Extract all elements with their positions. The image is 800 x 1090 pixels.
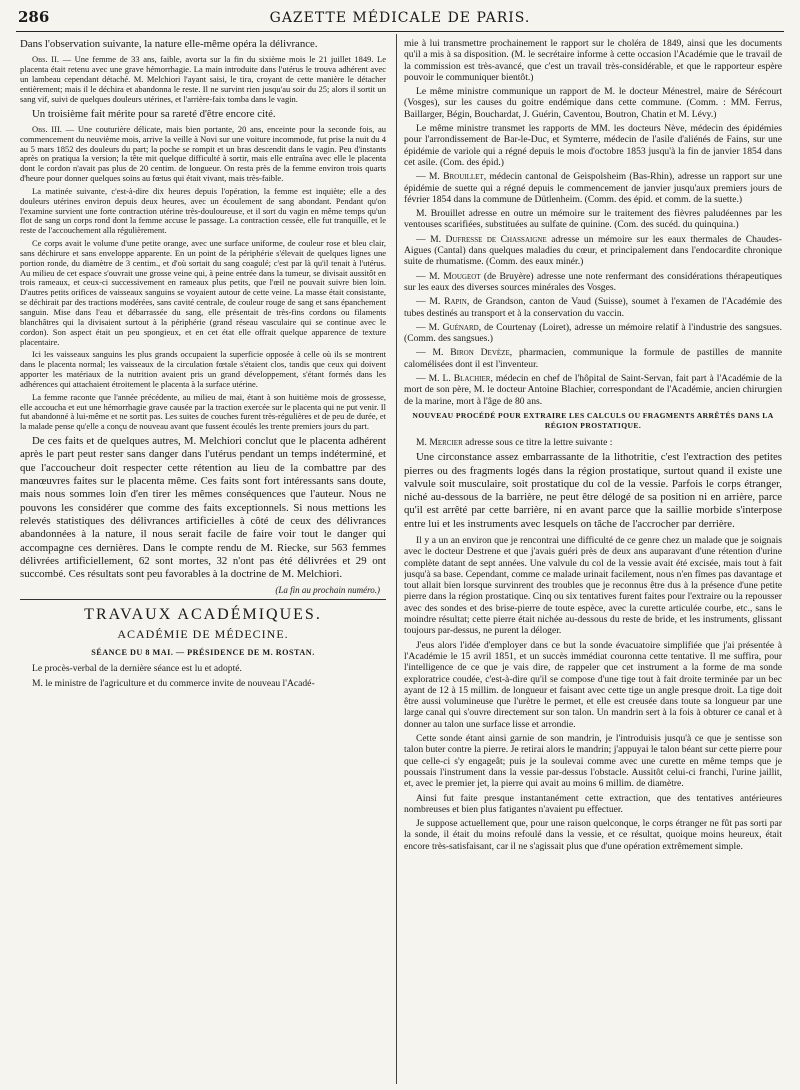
right-column [404, 38, 782, 1086]
paragraph-brouillet-2: M. Brouillet adresse en outre un mémoire sur le traitement des fièvres paludéennes par les ventouses scarifiées, substituées au sulfate de quinine. (Com. des sucéd. du quinquina.) [404, 208, 782, 231]
article-subheading: NOUVEAU PROCÉDÉ POUR EXTRAIRE LES CALCULS OU FRAGMENTS ARRÊTÉS DANS LA RÉGION PROSTATIQUE. [412, 410, 774, 430]
obs2-label: Obs. II. [32, 54, 59, 65]
rapin-name: M. Rapin [429, 296, 467, 308]
paragraph-vaisseaux: Ici les vaisseaux sanguins les plus grands occupaient la superficie opposée à celle où ils se montrent dans le placenta normal; les vaisseaux de la circulation fœtale s'étaient clos, tandis que ceux qui doivent apporter les matériaux de la nutrition avaient pris un grand développement, s'étant formés dans les adhérences qui attachaient étroitement le placenta à la surface utérine. [20, 349, 386, 389]
paragraph-proces-verbal: Le procès-verbal de la dernière séance est lu et adopté. [32, 663, 242, 675]
biron-name: M. Biron Devèze [432, 347, 510, 359]
paragraph-guenard: — M. Guénard, de Courtenay (Loiret), adresse un mémoire relatif à l'industrie des sangsues. (Comm. des sangsues.) [404, 321, 782, 345]
dufresse-text: adresse un mémoire sur les eaux thermales de Chaudes-Aigues (Cantal) dans quelques maladies du cœur, et principalement dans l'endocardite chronique suite de rhumatisme. (Comm. des eaux minér.) [404, 233, 782, 268]
continued-note: (La fin au prochain numéro.) [275, 585, 380, 596]
mercier-text: adresse sous ce titre la lettre suivante : [462, 436, 613, 448]
page-header [14, 8, 786, 30]
paragraph-blachier: — M. L. Blachier, médecin en chef de l'hôpital de Saint-Servan, fait part à l'Académie de la mort de son père, M. le docteur Antoine Blachier, correspondant de l'Académie, ancien chirurgien de la marine, mort à l'âge de 80 ans. [404, 373, 782, 407]
blachier-text: , médecin en chef de l'hôpital de Saint-Servan, fait part à l'Académie de la mort de son père, M. le docteur Antoine Blachier, correspondant de l'Académie, ancien chirurgien de la marine, mort à l'âge de 80 ans. [404, 373, 782, 407]
paragraph-biron: — M. Biron Devèze, pharmacien, communique la formule de pastilles de mannite calomélisées dont il est l'inventeur. [404, 347, 782, 370]
left-column [20, 38, 386, 1086]
dufresse-name: M. Dufresse de Chassaigne [430, 233, 547, 245]
brouillet-name: M. Brouillet [428, 171, 484, 183]
paragraph-third-fact: Un troisième fait mérite pour sa rareté d'être encore cité. [32, 107, 276, 120]
section-rule [20, 599, 386, 600]
page-number: 286 [18, 8, 50, 26]
mercier-name: M. Mercier [416, 436, 463, 448]
paragraph-intro: Dans l'observation suivante, la nature elle-même opéra la délivrance. [20, 38, 318, 50]
paragraph-sonde: Cette sonde étant ainsi garnie de son mandrin, je l'introduisis jusqu'à ce que je sentisse son talon buter contre la pierre. Je retirai alors le mandrin; j'appuyai le talon béant sur cette pierre pour que celle-ci s'y engageât; puis je la soulevai comme avec une curette en même temps que je poussais l'instrument dans la vessie par-dessus l'obstacle. Aussitôt celui-ci franchi, l'urine jaillit, et, avec le premier jet, la pierre qui avait au moins 6 millim. de diamètre. [404, 733, 782, 790]
header-rule [16, 31, 784, 32]
biron-text: , pharmacien, communique la formule de pastilles de mannite calomélisées dont il est l'inventeur. [404, 347, 782, 370]
guenard-text: , de Courtenay (Loiret), adresse un mémoire relatif à l'industrie des sangsues. (Comm. des sangsues.) [404, 321, 782, 345]
obs2-text: — Une femme de 33 ans, faible, avorta sur la fin du sixième mois le 21 juillet 1849. Le placenta était retenu avec une grave hémorrhagie. La main introduite dans l'utérus le trouva adhérent avec un lambeau cependant détaché. M. Melchiori l'ayant saisi, le tira, croyant de cette manière le détacher entièrement; mais il le déchira et abandonna le reste. Il ne survint rien jusqu'au soir du 25; alors il sortit un sang vif, suivi de quelques douleurs utérines, et l'arrière-faix tomba dans le vagin. [20, 54, 386, 104]
guenard-name: M. Guénard [428, 321, 479, 333]
paragraph-corps: Ce corps avait le volume d'une petite orange, avec une surface uniforme, de couleur rose et bleu clair, sans déchirure et sans enveloppe apparente. En un point de la périphérie s'élevait de quelques lignes une portion ronde, du diamètre de 3 centim., et d'où sortait du sang coagulé; c'est par là qu'il tenait à l'utérus. Au milieu de cet espace s'ouvrait une grosse veine qui, à peine entrée dans la tumeur, se divisait aussitôt en trois rameaux, et ceux-ci successivement en rameaux plus petits, que l'œil ne pouvait suivre bien loin. D'autres petits orifices de vaisseaux sanguins se voyaient autour de cette veine. La masse était consistante, se déchirait par des tractions modérées, sans cavité centrale, de couleur rouge de sang et sans épanchement sanguin. Mise dans l'eau et débarrassée du sang, elle présentait de très-fins cordons ou filaments blanchâtres qui la divisaient surtout à la périphérie (grand réseau vasculaire qui se continue avec le cordon). Son aspect était un peu spongieux, et en cet état elle offrait quelque apparence de texture placentaire. [20, 238, 386, 347]
paragraph-ainsi: Ainsi fut faite presque instantanément cette extraction, que des tentatives antérieures nombreuses et bien plus fatigantes n'avaient pu effectuer. [404, 792, 782, 815]
paragraph-brouillet: — M. Brouillet, médecin cantonal de Geispolsheim (Bas-Rhin), adresse un rapport sur une épidémie de suette qui a régné depuis le commencement de janvier jusqu'aux premiers jours de février 1854 dans la commune de Dütlenheim. (Comm. des épid. et comm. de la suette.) [404, 171, 782, 205]
section-title: TRAVAUX ACADÉMIQUES. [84, 606, 322, 624]
observation-2 [20, 55, 386, 104]
paragraph-menestrel: Le même ministre communique un rapport de M. le docteur Ménestrel, maire de Sérécourt (Vosges), sur les causes du goitre endémique dans cette commune. (Comm. : MM. Ferrus, Baillarger, Bégin, Bouchardat, J. Guérin, Caventou, Boutron, Chatin et M. Lévy.) [404, 86, 782, 120]
paragraph-mercier [404, 437, 782, 448]
paragraph-rapin: — M. Rapin, de Grandson, canton de Vaud (Suisse), soumet à l'examen de l'Académie des tubes destinés au transport et à la conservation du vaccin. [404, 296, 782, 319]
observation-3 [20, 125, 386, 184]
paragraph-dufresse: — M. Dufresse de Chassaigne adresse un mémoire sur les eaux thermales de Chaudes-Aigues (Cantal) dans quelques maladies du cœur, et principalement dans l'endocardite chronique suite de rhumatisme. (Comm. des eaux minér.) [404, 233, 782, 268]
brouillet-text: , médecin cantonal de Geispolsheim (Bas-Rhin), adresse un rapport sur une épidémie de suette qui a régné depuis le commencement de janvier jusqu'aux premiers jours de février 1854 dans la commune de Dütlenheim. (Comm. des épid. et comm. de la suette.) [404, 171, 782, 205]
paragraph-neve: Le même ministre transmet les rapports de MM. les docteurs Nève, médecin des épidémies pour l'arrondissement de Bar-le-Duc, et Symterre, médecin de l'asile d'aliénés de Fains, sur une épidémie de variole qui a régné depuis le mois d'octobre 1853 jusqu'à la fin de janvier 1854 dans cet asile. (Com. des épid.) [404, 123, 782, 168]
obs3-text: — Une couturière délicate, mais bien portante, 20 ans, enceinte pour la seconde fois, au commencement du neuvième mois, arrive la veille à Novi sur une voiture incommode, fut prise la nuit du 4 au 5 mars 1852 des douleurs du part; la poche se rompit et un bras descendit dans le vagin. Peu d'instants après on pratiqua la version; la tête mit quelque difficulté à sortir, mais elle entraîna avec elle le placenta dont le cordon n'avait pas plus de 20 centim. de longueur. On resta près de la femme environ trois quarts d'heure pour donner quelques soins au fœtus qui était vivant, mais très-faible. [20, 123, 386, 184]
section-subtitle: ACADÉMIE DE MÉDECINE. [117, 627, 289, 642]
paragraph-an: Il y a un an environ que je rencontrai une difficulté de ce genre chez un malade que je soignais avec le docteur Destrene et que j'avais guéri près de deux ans auparavant d'une rétention d'urine complète datant de sept années. Une valvule du col de la vessie avait été excisée, mais tout à fait jusqu'à sa base. Cependant, comme ce malade urinait facilement, nous n'en fîmes pas davantage et tout allait bien lorsque survinrent des troubles que je reconnus être dus à la présence d'une petite pierre dans la région prostatique. Cinq ou six tentatives furent faites pour l'extraire ou la repousser avec des sondes et des brise-pierre de toute espèce, avec la curette articulée courbe, etc., sans le moindre résultat; cette pierre était nichée au-dessous du reste de bride, et les instruments, glissant toujours par-dessus, ne purent la déloger. [404, 534, 782, 637]
rapin-text: , de Grandson, canton de Vaud (Suisse), soumet à l'examen de l'Académie des tubes destinés au transport et à la conservation du vaccin. [404, 296, 782, 319]
column-divider [396, 34, 397, 1084]
mougeot-text: (de Bruyère) adresse une note renfermant des considérations thérapeutiques sur les eaux des diverses sources minérales des Vosges. [404, 270, 782, 293]
paragraph-ministre: M. le ministre de l'agriculture et du commerce invite de nouveau l'Acadé- [32, 677, 315, 689]
paragraph-idee: J'eus alors l'idée d'employer dans ce but la sonde évacuatoire simplifiée que j'ai présentée à l'Académie le 15 avril 1851, et un succès immédiat couronna cette tentative. Il me suffira, pour l'intelligence de ce que je vais dire, de rappeler que cet instrument a la forme de ma sonde exploratrice coudée, c'est-à-dire qu'il se compose d'une tige tout à fait droite terminée par un bec ayant de 12 à 15 millim. de longueur et faisant avec cette tige un angle presque droit. La tige doit être aussi volumineuse que l'urètre le permet, et elle est creusée dans toute sa longueur par une large canal qui s'ouvre directement sur son talon. Un mandrin sert à la fois à obturer ce canal et à donner au talon une surface lisse et arrondie. [404, 639, 782, 730]
paragraph-femme: La femme raconte que l'année précédente, au milieu de mai, étant à son huitième mois de grossesse, elle accoucha et eut une hémorrhagie grave causée par la traction exercée sur le placenta qui ne put venir. Il fut abandonné à lui-même et ne sortit pas. Les suites de couches furent très-régulières et de peu de durée, et la malade pense qu'elle a conçu de nouveau avant que fussent écoulés les trente premiers jours du part. [20, 391, 386, 432]
seance-heading: SÉANCE DU 8 MAI. — PRÉSIDENCE DE M. ROSTAN. [91, 648, 315, 658]
paragraph-circonstance: Une circonstance assez embarrassante de la lithotritie, c'est l'extraction des petites pierres ou des fragments logés dans la région prostatique, surtout quand il existe une valvule soit musculaire, soit prostatique du col de la vessie. Parfois le corps étranger, niché au-dessous de la barrière, ne peut être délogé de sa position ni en arrière, parce qu'il est arrêté par cette barrière, ni en avant parce que la saillie morbide s'interpose entre lui et les instruments avec lesquels on tâche de l'accrocher par derrière. [404, 451, 782, 530]
paragraph-conclusion: De ces faits et de quelques autres, M. Melchiori conclut que le placenta adhérent après le part peut rester sans danger dans l'utérus pendant un temps indéterminé, et que l'accoucheur doit respecter cette rétention au lieu de la combattre par des manœuvres faites sur le placenta même. Ces faits sont fort intéressants sans doute, mais nous sommes loin d'en tirer les mêmes conséquences que l'auteur. Nous ne pouvons les considérer que comme des faits exceptionnels. Si nous mettions les relevés statistiques des délivrances artificielles à côté de ceux des délivrances abandonnées à la nature, il nous serait facile de faire voir tout le danger qui accompagne ces dernières. Dans le compte rendu de M. Riecke, sur 563 femmes délivrées artificiellement, 62 sont mortes, 32 n'ont pas été délivrées et 29 ont succombé. Ces résultats sont peu favorables à la doctrine de M. Melchiori. [20, 435, 386, 581]
journal-title: GAZETTE MÉDICALE DE PARIS. [269, 10, 531, 26]
paragraph-suppose: Je suppose actuellement que, pour une raison quelconque, le corps étranger ne fût pas sorti par la sonde, il était du moins refoulé dans la vessie, et ce résultat, quoique moins heureux, était encore très-satisfaisant, car il ne s'agissait plus que d'une opération extrêmement simple. [404, 818, 782, 852]
blachier-name: M. L. Blachier [428, 373, 491, 385]
paragraph-matinee: La matinée suivante, c'est-à-dire dix heures depuis l'opération, la femme est inquiète; elle a des douleurs utérines environ depuis deux heures, avec un écoulement de sang abondant. Pendant qu'on l'examine survient une forte contraction utérine très-douloureuse, et il sort du vagin en même temps qu'un flot de sang un corps rond dont la femme accuse le passage. La contraction cessée, elle fut tranquille, et le reste de l'accouchement alla régulièrement. [20, 185, 386, 236]
paragraph-cholera: mie à lui transmettre prochainement le rapport sur le choléra de 1849, ainsi que les documents qu'il a mis à sa disposition. (M. le secrétaire informe à cette occasion l'Académie que le travail de la commission est très-avancé, que c'est un travail très-considérable, et que le rapporteur espère pouvoir le communiquer bientôt.) [404, 38, 782, 83]
obs3-label: Obs. III. [32, 123, 62, 134]
paragraph-mougeot: — M. Mougeot (de Bruyère) adresse une note renfermant des considérations thérapeutiques sur les eaux des diverses sources minérales des Vosges. [404, 270, 782, 293]
mougeot-name: M. Mougeot [428, 270, 481, 282]
